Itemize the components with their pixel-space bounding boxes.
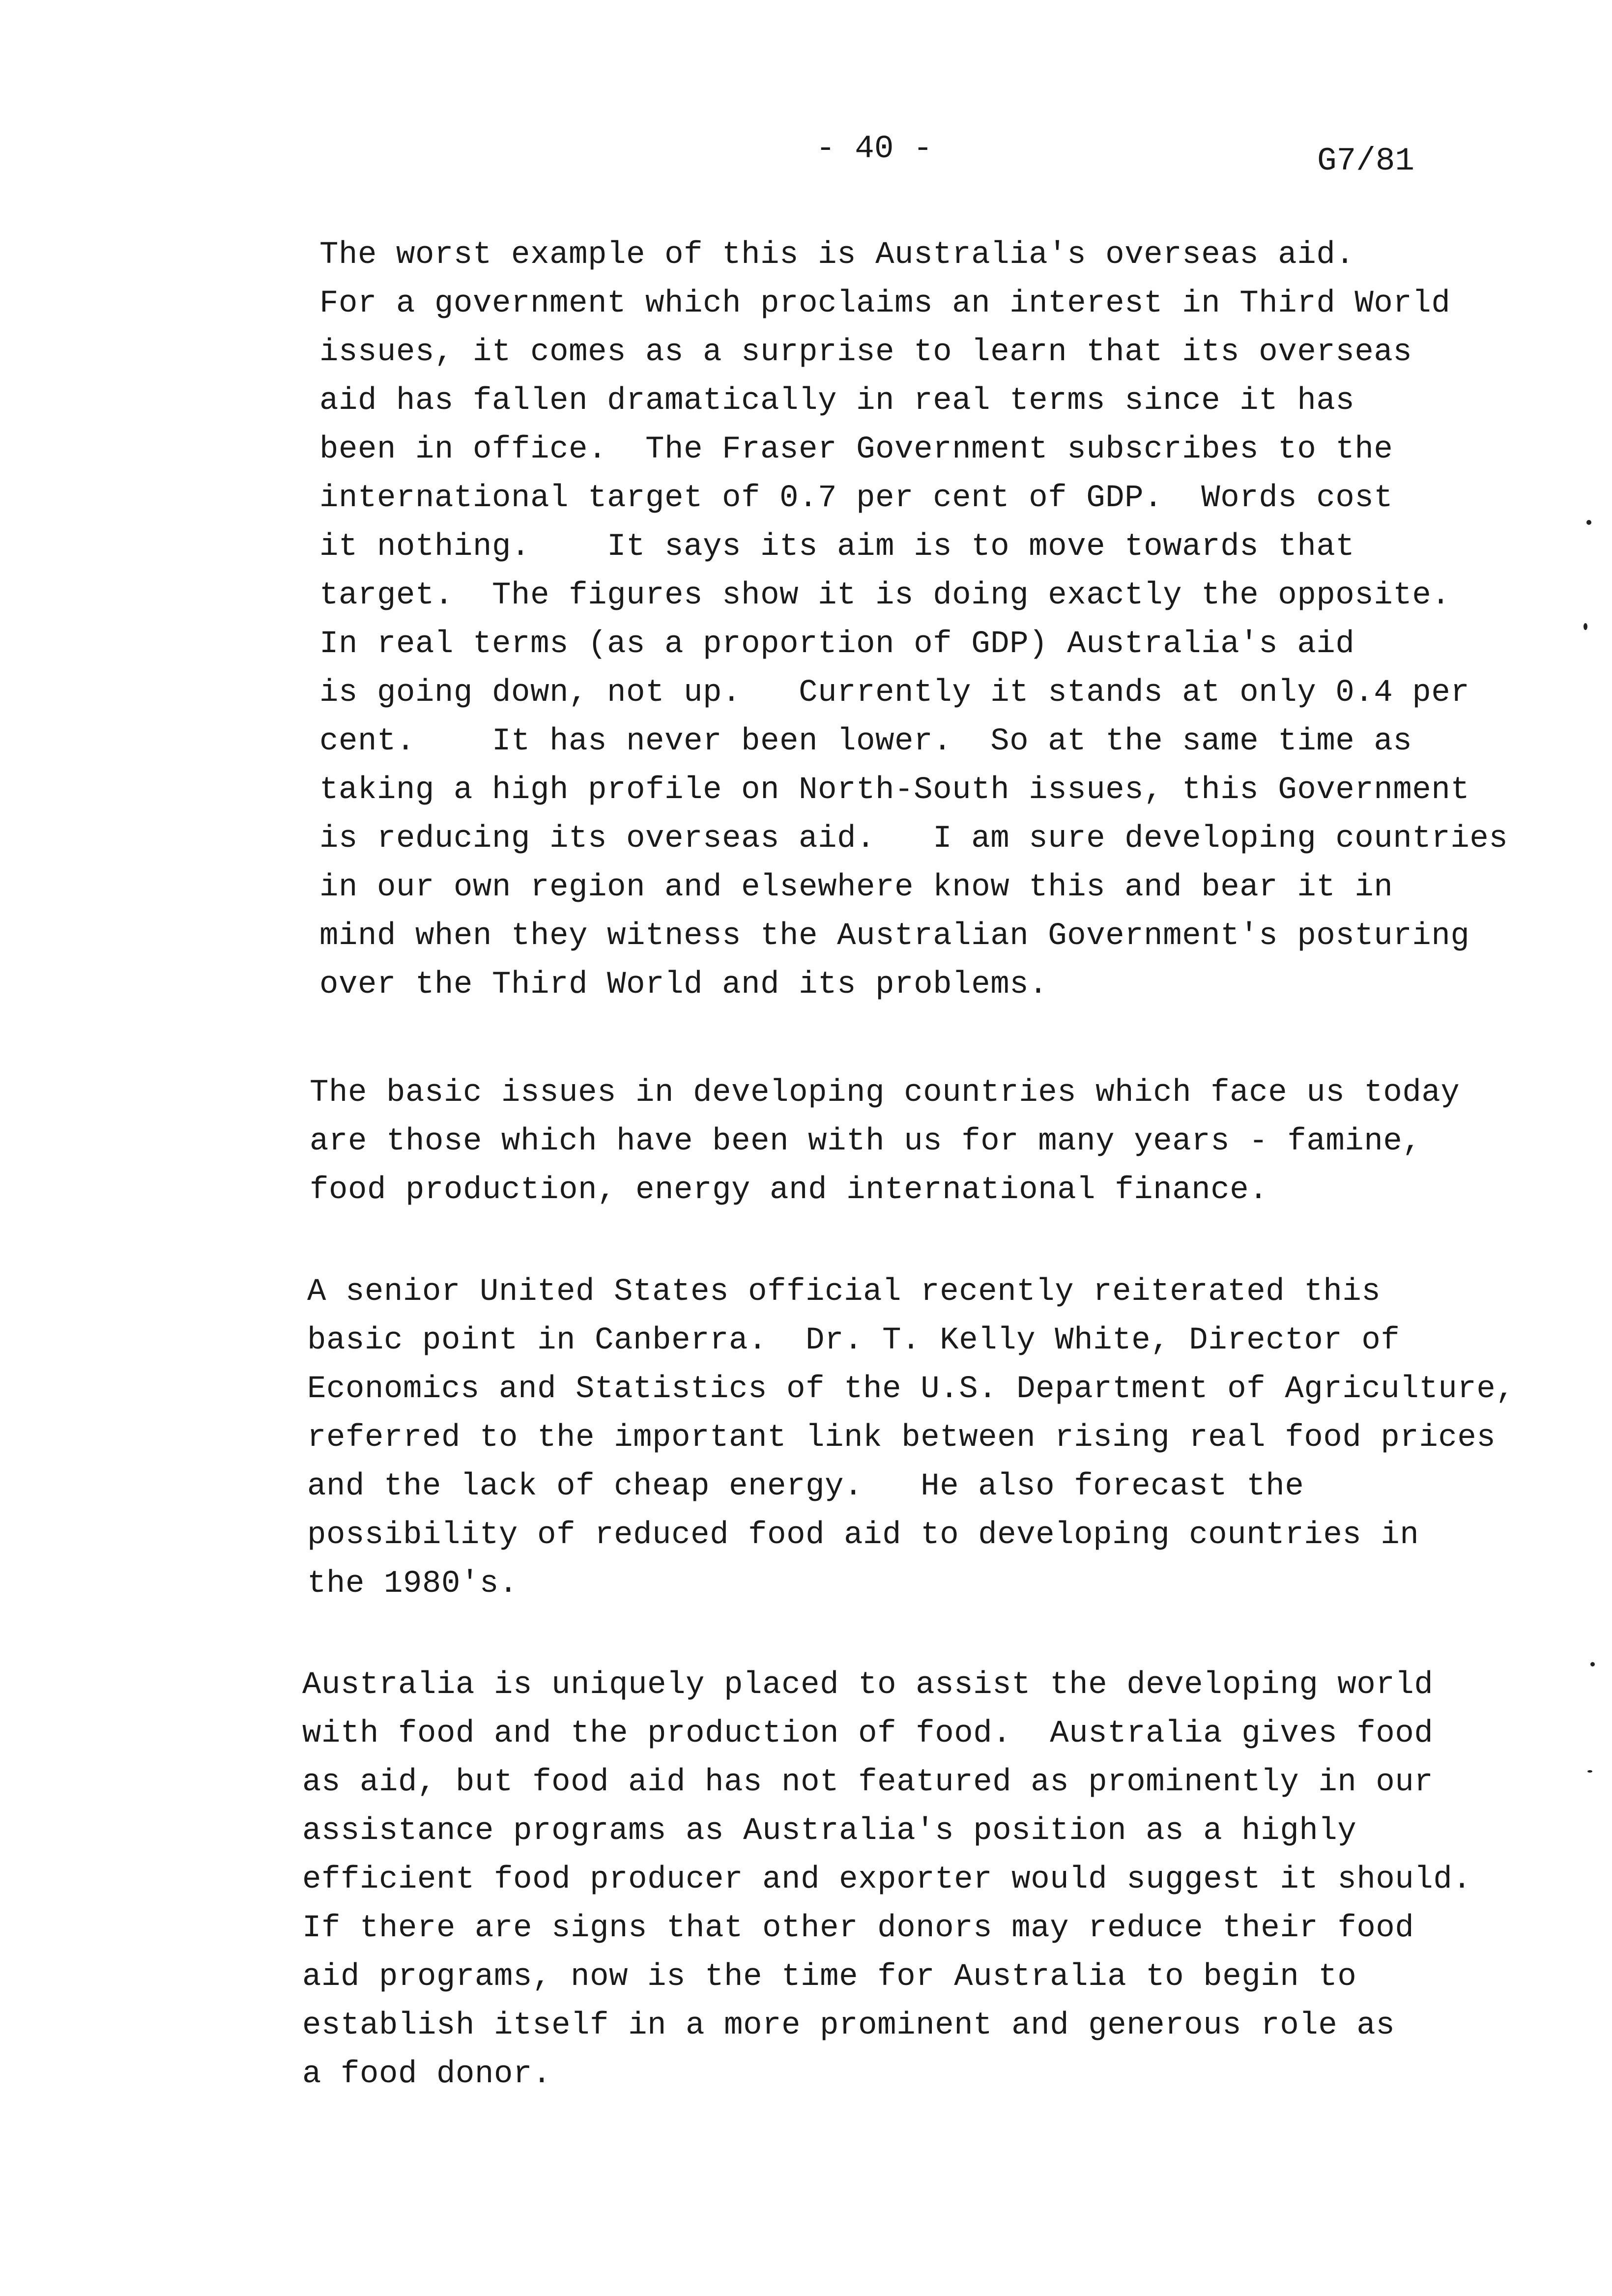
paragraph-basic-issues [310, 1069, 1460, 1215]
text-line: food production, energy and international finance. [310, 1173, 1268, 1208]
text-line: a food donor. [302, 2057, 552, 2092]
text-line: with food and the production of food. Australia gives food [302, 1716, 1434, 1751]
text-line: cent. It has never been lower. So at the same time as [319, 724, 1412, 759]
text-line: is reducing its overseas aid. I am sure developing countries [319, 821, 1508, 857]
scan-speck [1586, 520, 1591, 525]
text-line: and the lack of cheap energy. He also forecast the [307, 1469, 1304, 1504]
text-line: taking a high profile on North-South issues, this Government [319, 773, 1470, 808]
text-line: as aid, but food aid has not featured as prominently in our [302, 1765, 1434, 1800]
text-line: are those which have been with us for many years - famine, [310, 1124, 1422, 1159]
text-line: basic point in Canberra. Dr. T. Kelly White, Director of [307, 1323, 1400, 1358]
scan-speck [1587, 1770, 1592, 1773]
text-line: Australia is uniquely placed to assist the developing world [302, 1667, 1434, 1703]
text-line: possibility of reduced food aid to developing countries in [307, 1518, 1419, 1553]
text-line: is going down, not up. Currently it stands at only 0.4 per [319, 675, 1470, 711]
text-line: in our own region and elsewhere know this and bear it in [319, 870, 1393, 905]
text-line: The worst example of this is Australia's overseas aid. [319, 237, 1355, 273]
page-number: - 40 - [816, 130, 933, 167]
paragraph-food-aid [302, 1661, 1471, 2099]
text-line: international target of 0.7 per cent of GDP. Words cost [319, 481, 1393, 516]
text-line: For a government which proclaims an interest in Third World [319, 286, 1451, 321]
text-line: aid has fallen dramatically in real terms since it has [319, 383, 1355, 419]
text-line: efficient food producer and exporter would suggest it should. [302, 1862, 1472, 1897]
text-line: Economics and Statistics of the U.S. Department of Agriculture, [307, 1372, 1515, 1407]
text-line: the 1980's. [307, 1566, 518, 1602]
text-line: referred to the important link between rising real food prices [307, 1420, 1496, 1456]
text-line: target. The figures show it is doing exactly the opposite. [319, 578, 1451, 613]
scan-speck [1583, 623, 1587, 630]
text-line: establish itself in a more prominent and generous role as [302, 2008, 1395, 2043]
text-line: aid programs, now is the time for Australia to begin to [302, 1959, 1357, 1995]
text-line: mind when they witness the Australian Government's posturing [319, 918, 1470, 954]
text-line: The basic issues in developing countries which face us today [310, 1075, 1460, 1111]
text-line: it nothing. It says its aim is to move towards that [319, 529, 1355, 565]
document-reference: G7/81 [1317, 143, 1415, 179]
text-line: In real terms (as a proportion of GDP) Australia's aid [319, 627, 1355, 662]
text-line: issues, it comes as a surprise to learn that its overseas [319, 335, 1412, 370]
paragraph-overseas-aid [319, 231, 1508, 1009]
text-line: assistance programs as Australia's position as a highly [302, 1813, 1357, 1849]
text-line: over the Third World and its problems. [319, 967, 1048, 1003]
paragraph-us-official [307, 1268, 1515, 1608]
text-line: been in office. The Fraser Government subscribes to the [319, 432, 1393, 467]
text-line: A senior United States official recently reiterated this [307, 1274, 1381, 1310]
scan-speck [1590, 1662, 1595, 1666]
text-line: If there are signs that other donors may reduce their food [302, 1911, 1414, 1946]
